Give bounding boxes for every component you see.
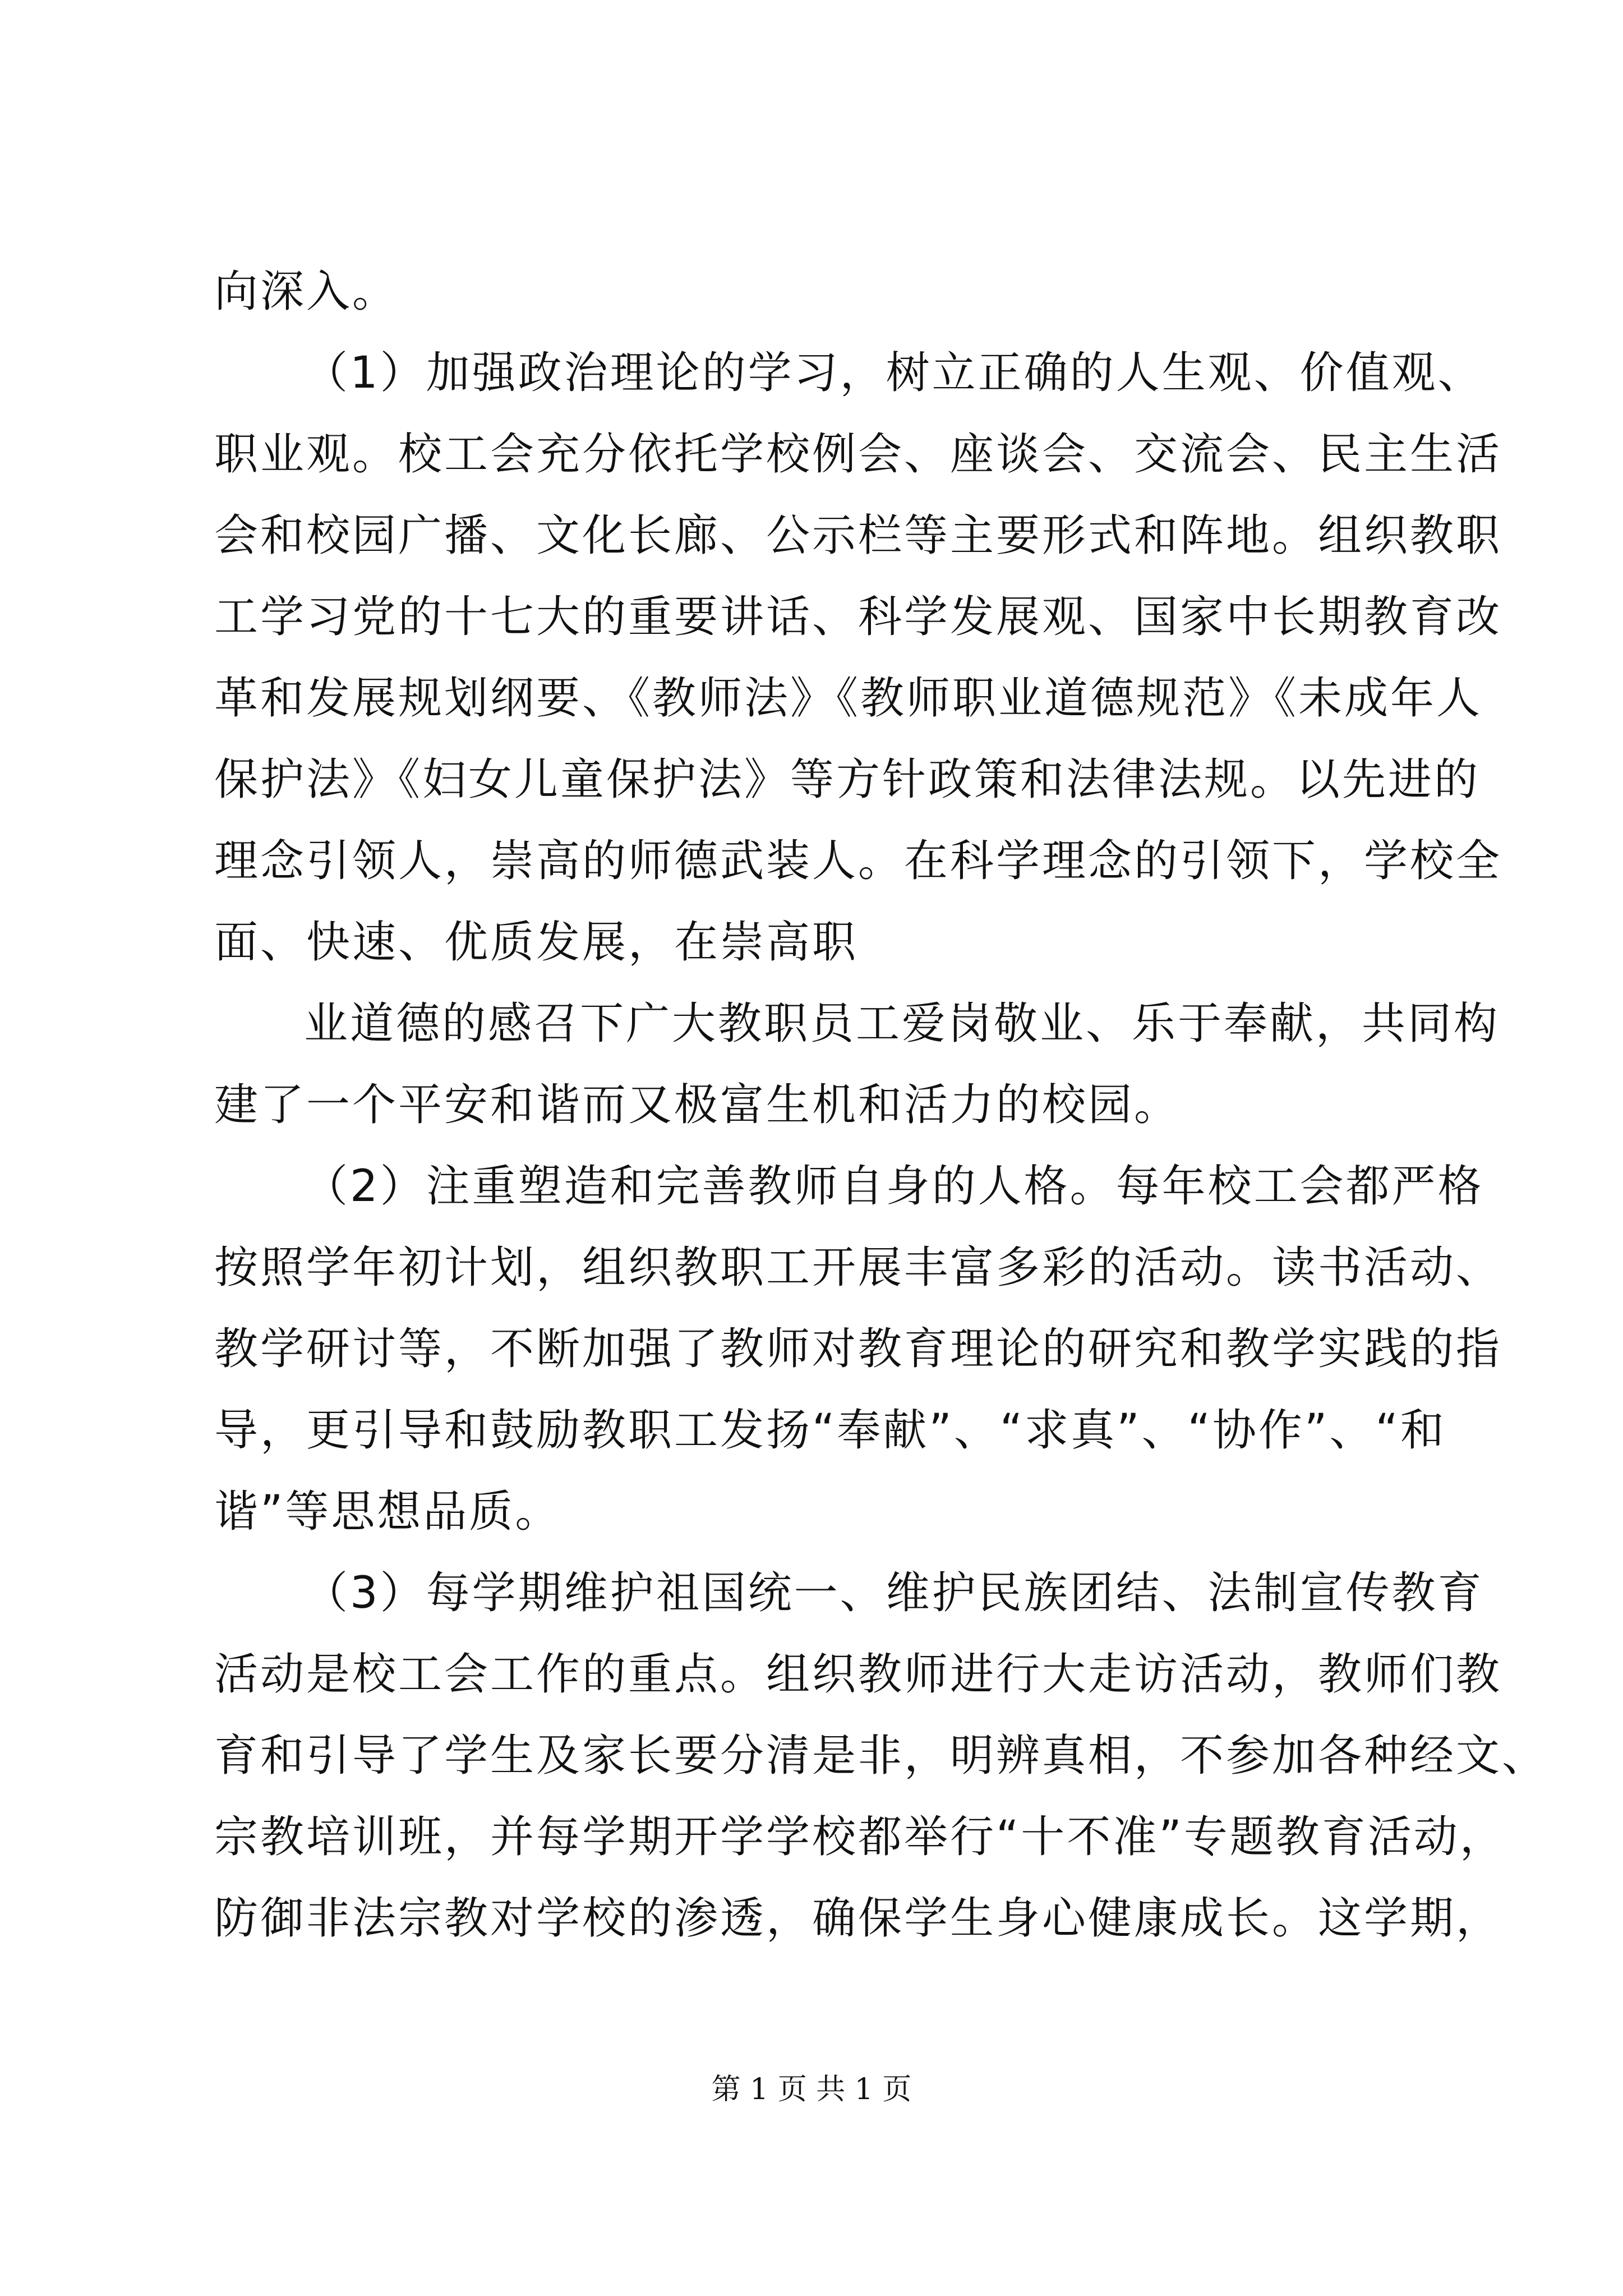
text-line: 宗教培训班，并每学期开学学校都举行“十不准”专题教育活动， <box>214 1812 1506 1862</box>
text-line: 会和校园广播、文化长廊、公示栏等主要形式和阵地。组织教职 <box>214 510 1502 561</box>
paragraph-3-start: （3）每学期维护祖国统一、维护民族团结、法制宣传教育 <box>304 1568 1484 1618</box>
text-line: 业道德的感召下广大教职员工爱岗敬业、乐于奉献，共同构 <box>304 999 1500 1049</box>
text-line: 革和发展规划纲要、《教师法》《教师职业道德规范》《未成年人 <box>214 673 1483 724</box>
text-line: 面、快速、优质发展，在崇高职 <box>214 917 859 968</box>
paragraph-1-start: （1）加强政治理论的学习，树立正确的人生观、价值观、 <box>304 348 1484 398</box>
text-line: 教学研讨等，不断加强了教师对教育理论的研究和教学实践的指 <box>214 1324 1502 1374</box>
text-line: 职业观。校工会充分依托学校例会、座谈会、交流会、民主生活 <box>214 429 1502 480</box>
text-line: 工学习党的十七大的重要讲话、科学发展观、国家中长期教育改 <box>214 592 1502 642</box>
page-number-footer: 第 1 页 共 1 页 <box>711 2073 912 2106</box>
text-line: 活动是校工会工作的重点。组织教师进行大走访活动，教师们教 <box>214 1649 1502 1700</box>
text-line: 理念引领人，崇高的师德武装人。在科学理念的引领下，学校全 <box>214 836 1502 886</box>
text-line: 防御非法宗教对学校的渗透，确保学生身心健康成长。这学期， <box>214 1893 1502 1944</box>
text-line: 导，更引导和鼓励教职工发扬“奉献”、“求真”、“协作”、“和 <box>214 1405 1446 1456</box>
text-line: 育和引导了学生及家长要分清是非，明辨真相，不参加各种经文、 <box>214 1731 1548 1781</box>
text-line: 保护法》《妇女儿童保护法》等方针政策和法律法规。以先进的 <box>214 754 1481 805</box>
text-line: 按照学年初计划，组织教职工开展丰富多彩的活动。读书活动、 <box>214 1243 1502 1293</box>
text-line: 谐”等思想品质。 <box>214 1487 561 1537</box>
text-line: 向深入。 <box>214 266 399 317</box>
paragraph-2-start: （2）注重塑造和完善教师自身的人格。每年校工会都严格 <box>304 1161 1484 1212</box>
text-line: 建了一个平安和谐而又极富生机和活力的校园。 <box>214 1080 1181 1130</box>
